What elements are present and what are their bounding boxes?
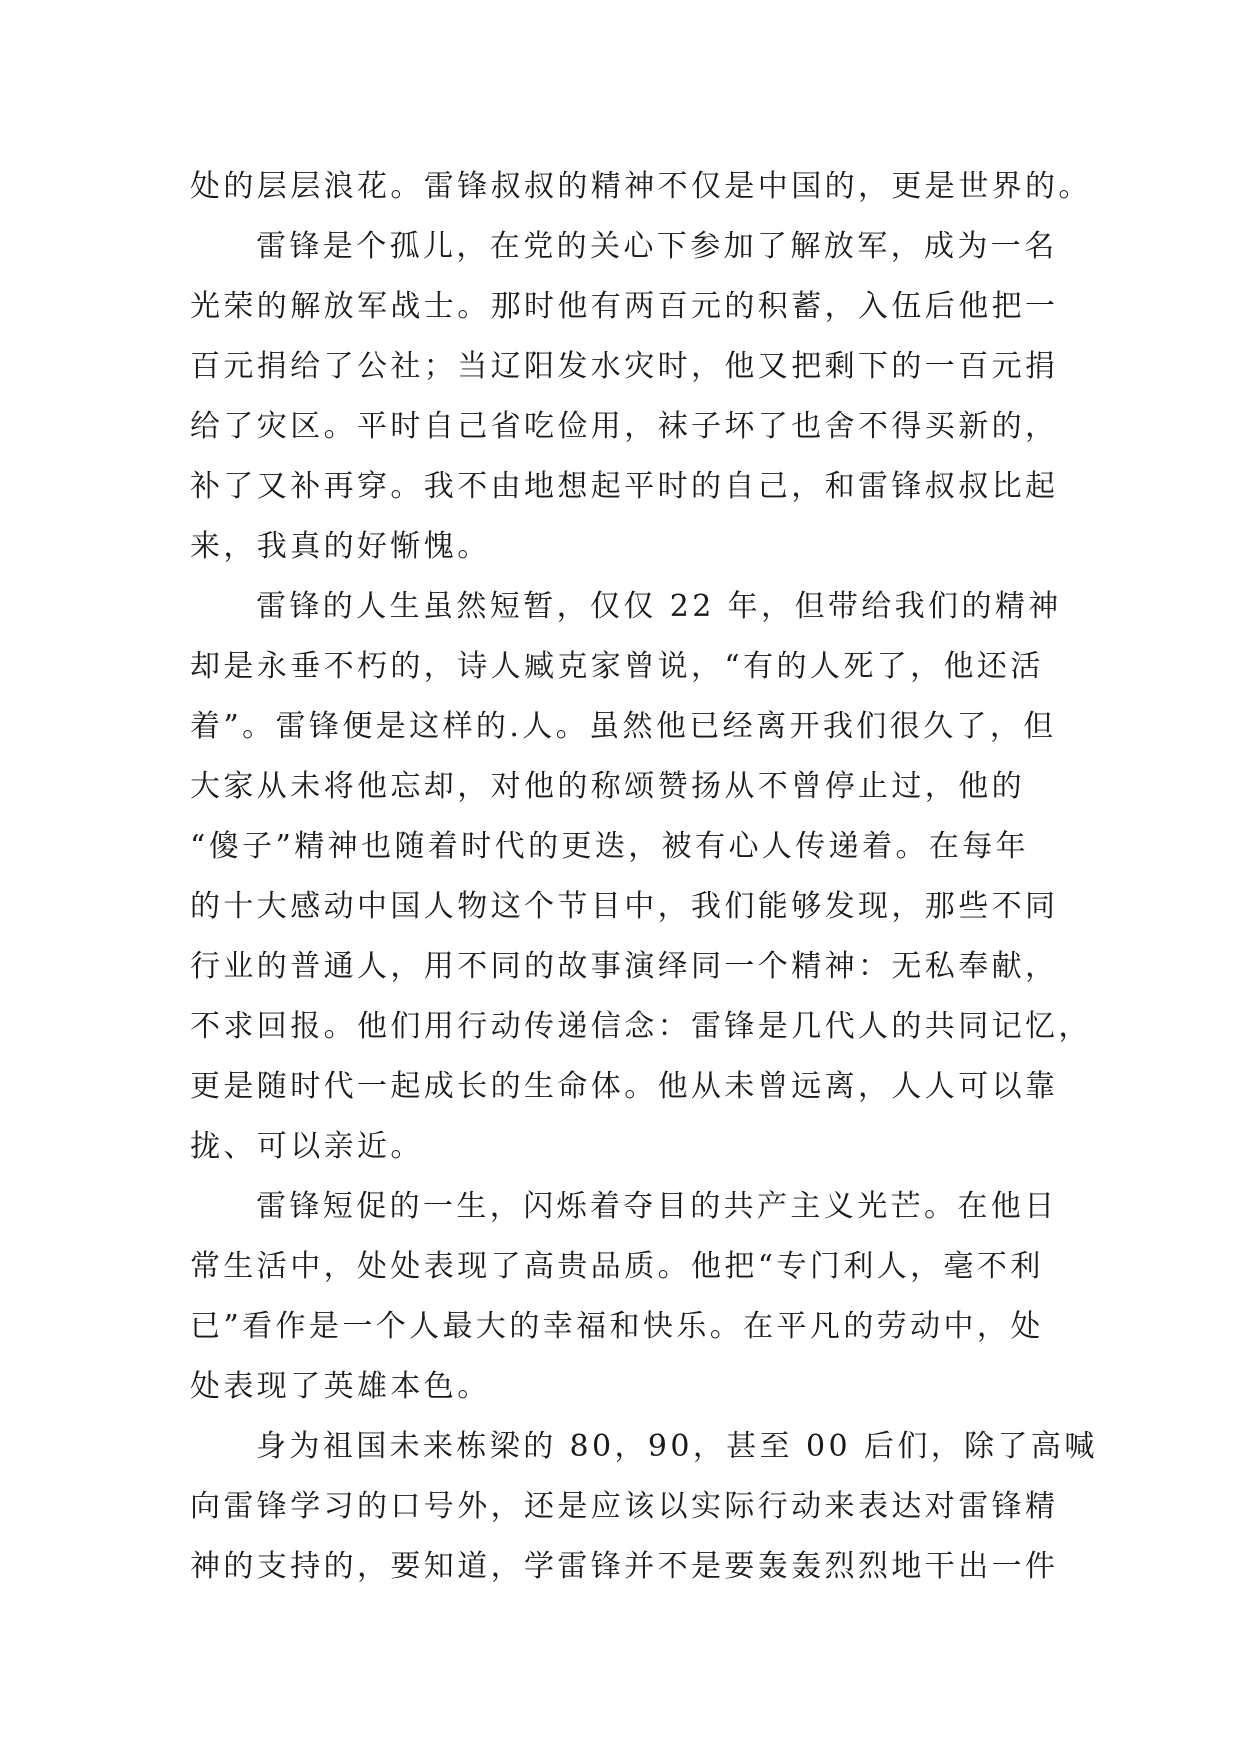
- document-body: [190, 157, 1098, 1597]
- text-line: 来，我真的好惭愧。: [190, 529, 491, 564]
- text-line: 身为祖国未来栋梁的 80，90，甚至 00 后们，除了高喊: [256, 1429, 1098, 1464]
- text-line: 给了灾区。平时自己省吃俭用，袜子坏了也舍不得买新的，: [190, 409, 1059, 444]
- text-line: 拢、可以亲近。: [190, 1129, 424, 1164]
- text-line: 着”。雷锋便是这样的.人。虽然他已经离开我们很久了，但: [190, 709, 1057, 744]
- text-line: 雷锋的人生虽然短暂，仅仅 22 年，但带给我们的精神: [256, 589, 1062, 624]
- text-line: 雷锋是个孤儿，在党的关心下参加了解放军，成为一名: [256, 229, 1058, 264]
- text-line: 已”看作是一个人最大的幸福和快乐。在平凡的劳动中，处: [190, 1309, 1044, 1344]
- text-line: 常生活中，处处表现了高贵品质。他把“专门利人，毫不利: [190, 1249, 1044, 1284]
- text-line: 的十大感动中国人物这个节目中，我们能够发现，那些不同: [190, 889, 1059, 924]
- text-line: 百元捐给了公社；当辽阳发水灾时，他又把剩下的一百元捐: [190, 349, 1059, 384]
- text-line: 更是随时代一起成长的生命体。他从未曾远离，人人可以靠: [190, 1069, 1059, 1104]
- text-line: 向雷锋学习的口号外，还是应该以实际行动来表达对雷锋精: [190, 1489, 1059, 1524]
- text-line: “傻子”精神也随着时代的更迭，被有心人传递着。在每年: [190, 829, 1030, 864]
- text-line: 行业的普通人，用不同的故事演绎同一个精神：无私奉献，: [190, 949, 1059, 984]
- text-line: 不求回报。他们用行动传递信念：雷锋是几代人的共同记忆，: [190, 1009, 1092, 1044]
- text-line: 大家从未将他忘却，对他的称颂赞扬从不曾停止过，他的: [190, 769, 1025, 804]
- text-line: 雷锋短促的一生，闪烁着夺目的共产主义光芒。在他日: [256, 1189, 1058, 1224]
- text-line: 光荣的解放军战士。那时他有两百元的积蓄，入伍后他把一: [190, 289, 1059, 324]
- text-line: 神的支持的，要知道，学雷锋并不是要轰轰烈烈地干出一件: [190, 1549, 1059, 1584]
- text-line: 补了又补再穿。我不由地想起平时的自己，和雷锋叔叔比起: [190, 469, 1059, 504]
- text-line: 却是永垂不朽的，诗人臧克家曾说，“有的人死了，他还活: [190, 649, 1044, 684]
- text-line: 处的层层浪花。雷锋叔叔的精神不仅是中国的，更是世界的。: [190, 169, 1092, 204]
- text-line: 处表现了英雄本色。: [190, 1369, 491, 1404]
